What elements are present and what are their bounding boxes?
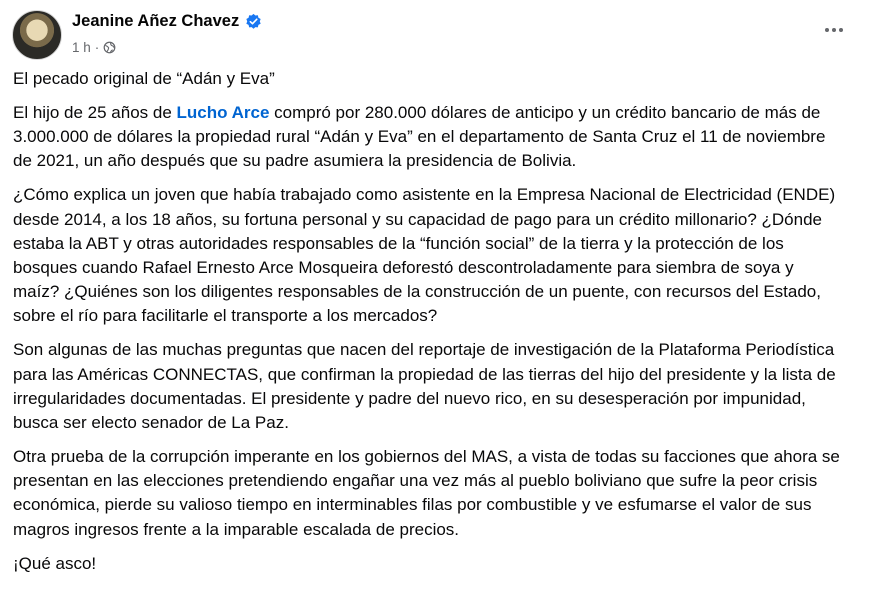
post-meta (72, 40, 116, 55)
more-options-icon[interactable] (820, 22, 848, 38)
meta-separator: · (94, 40, 100, 55)
more-dot (825, 28, 829, 32)
post-body (13, 67, 844, 586)
mention-link-lucho-arce[interactable]: Lucho Arce (176, 103, 270, 122)
paragraph-1-end: compró por 280.000 dólares de anticipo y un crédito bancario de más de 3.000.000 de dólares la propiedad rural “Adán y Eva” en el departamento de Santa Cruz el 11 de noviembre de 2021, un año después que su padre asumiera la presidencia de Bolivia. (13, 103, 826, 171)
post-paragraph-2: ¿Cómo explica un joven que había trabajado como asistente en la Empresa Nacional de Electricidad (ENDE) desde 2014, a los 18 años, su fortuna personal y su capacidad de pago para un crédito millonario? ¿Dónde estaba la ABT y otras autoridades responsables de la “función social” de la tierra y la protección de los bosques cuando Rafael Ernesto Arce Mosqueira deforestó descontroladamente para siembra de soya y maíz? ¿Quiénes son los diligentes responsables de la construcción de un puente, con recursos del Estado, sobre el río para facilitarle el transporte a los mercados? (13, 185, 836, 326)
post-header (12, 8, 860, 62)
globe-icon[interactable] (103, 41, 116, 54)
paragraph-1-start: El hijo de 25 años de (13, 103, 177, 122)
post-paragraph-5: ¡Qué asco! (13, 553, 97, 573)
author-row (72, 12, 262, 31)
author-avatar[interactable] (12, 10, 62, 60)
post-paragraph-1 (13, 101, 844, 174)
author-name[interactable]: Jeanine Añez Chavez (72, 12, 240, 30)
post-title: El pecado original de “Adán y Eva” (13, 69, 275, 88)
more-dot (839, 28, 843, 32)
post-time[interactable]: 1 h (72, 40, 91, 55)
verified-badge-icon (245, 13, 262, 30)
post-paragraph-3: Son algunas de las muchas preguntas que nacen del reportaje de investigación de la Plataforma Periodística para las Américas CONNECTAS, que confirman la propiedad de las tierras del hijo del presidente y la lista de irregularidades documentadas. El presidente y padre del nuevo rico, en su desesperación por impunidad, busca ser electo senador de La Paz. (13, 340, 836, 433)
more-dot (832, 28, 836, 32)
post-paragraph-4: Otra prueba de la corrupción imperante en los gobiernos del MAS, a vista de todas su facciones que ahora se presentan en las elecciones pretendiendo engañar una vez más al pueblo boliviano que sufre la peor crisis económica, pierde su valioso tiempo en interminables filas por combustible y ve esfumarse el valor de sus magros ingresos frente a la imparable escalada de precios. (13, 447, 840, 539)
